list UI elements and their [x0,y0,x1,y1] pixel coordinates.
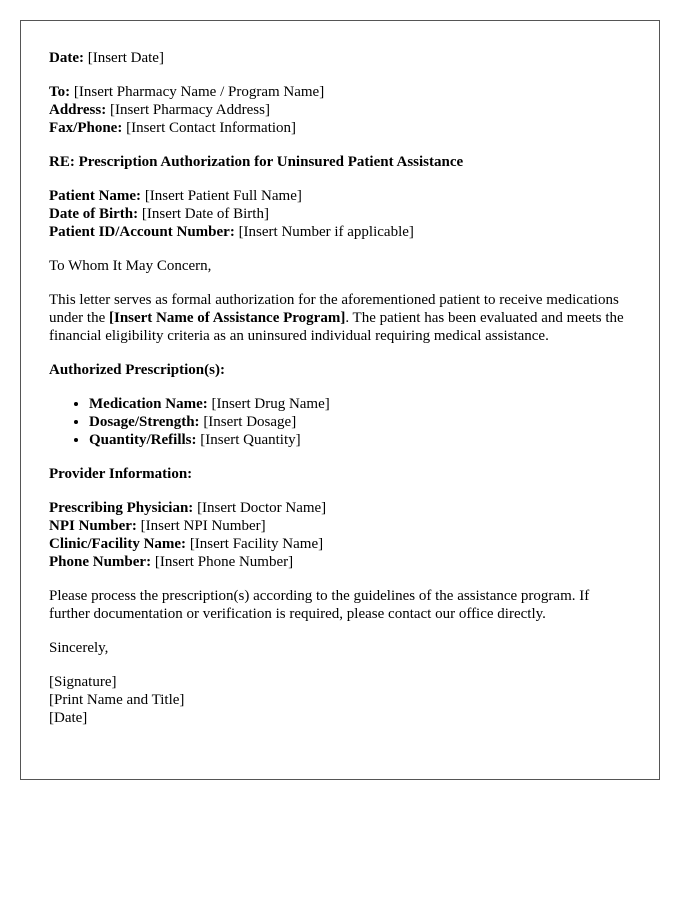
provider-phone-label: Phone Number: [49,554,152,570]
patient-id-value: [Insert Number if applicable] [234,224,414,240]
patient-dob-value: [Insert Date of Birth] [138,206,269,222]
npi-label: NPI Number: [49,518,137,534]
patient-id-label: Patient ID/Account Number: [49,224,235,240]
patient-name-value: [Insert Patient Full Name] [141,188,302,204]
physician-value: [Insert Doctor Name] [193,500,327,516]
patient-dob-line [49,205,631,223]
medication-value: [Insert Drug Name] [207,396,330,412]
to-label: To: [49,84,71,100]
dosage-label: Dosage/Strength: [89,414,200,430]
prescription-list [49,395,631,449]
prescriptions-heading [49,361,631,379]
date-label: Date: [49,50,84,66]
quantity-label: Quantity/Refills: [89,432,197,448]
to-value: [Insert Pharmacy Name / Program Name] [70,84,325,100]
list-item-quantity [89,431,631,449]
list-item-dosage [89,413,631,431]
body-text-after: . The patient has been evaluated and meets the financial eligibility criteria as an uninsured individual requiring medical assistance. [49,310,624,344]
provider-heading-text: Provider Information: [49,466,193,482]
npi-value: [Insert NPI Number] [136,518,266,534]
fax-phone-label: Fax/Phone: [49,120,123,136]
closing-paragraph: Please process the prescription(s) according to the guidelines of the assistance program. If further documentation or verification is required, please contact our office directly. [49,588,590,622]
patient-name-label: Patient Name: [49,188,142,204]
clinic-line [49,535,631,553]
letter-document [20,20,660,780]
body-paragraph [49,291,631,345]
program-name: [Insert Name of Assistance Program] [108,310,346,326]
patient-name-line [49,187,631,205]
patient-dob-label: Date of Birth: [49,206,139,222]
address-value: [Insert Pharmacy Address] [106,102,270,118]
signature-block [49,673,631,727]
recipient-block [49,83,631,137]
provider-block [49,499,631,571]
physician-label: Prescribing Physician: [49,500,194,516]
salutation: To Whom It May Concern, [49,258,212,274]
signature-placeholder: [Signature] [49,674,117,690]
patient-id-line [49,223,631,241]
prescriptions-heading-text: Authorized Prescription(s): [49,362,225,378]
fax-phone-line [49,119,631,137]
physician-line [49,499,631,517]
address-label: Address: [49,102,107,118]
to-line [49,83,631,101]
provider-phone-line [49,553,631,571]
provider-heading [49,465,631,483]
dosage-value: [Insert Dosage] [199,414,297,430]
signature-date-placeholder: [Date] [49,710,88,726]
list-item-medication [89,395,631,413]
provider-phone-value: [Insert Phone Number] [151,554,294,570]
subject-line [49,153,631,171]
subject-text: RE: Prescription Authorization for Uninsured Patient Assistance [49,154,464,170]
date-line [49,49,631,67]
clinic-value: [Insert Facility Name] [186,536,324,552]
body-text-before: This letter serves as formal authorization for the aforementioned patient to receive medications under the [49,292,619,326]
clinic-label: Clinic/Facility Name: [49,536,187,552]
fax-phone-value: [Insert Contact Information] [122,120,297,136]
medication-label: Medication Name: [89,396,208,412]
npi-line [49,517,631,535]
patient-block [49,187,631,241]
date-value: [Insert Date] [83,50,164,66]
quantity-value: [Insert Quantity] [196,432,301,448]
print-name-placeholder: [Print Name and Title] [49,692,185,708]
address-line [49,101,631,119]
sign-off: Sincerely, [49,640,109,656]
